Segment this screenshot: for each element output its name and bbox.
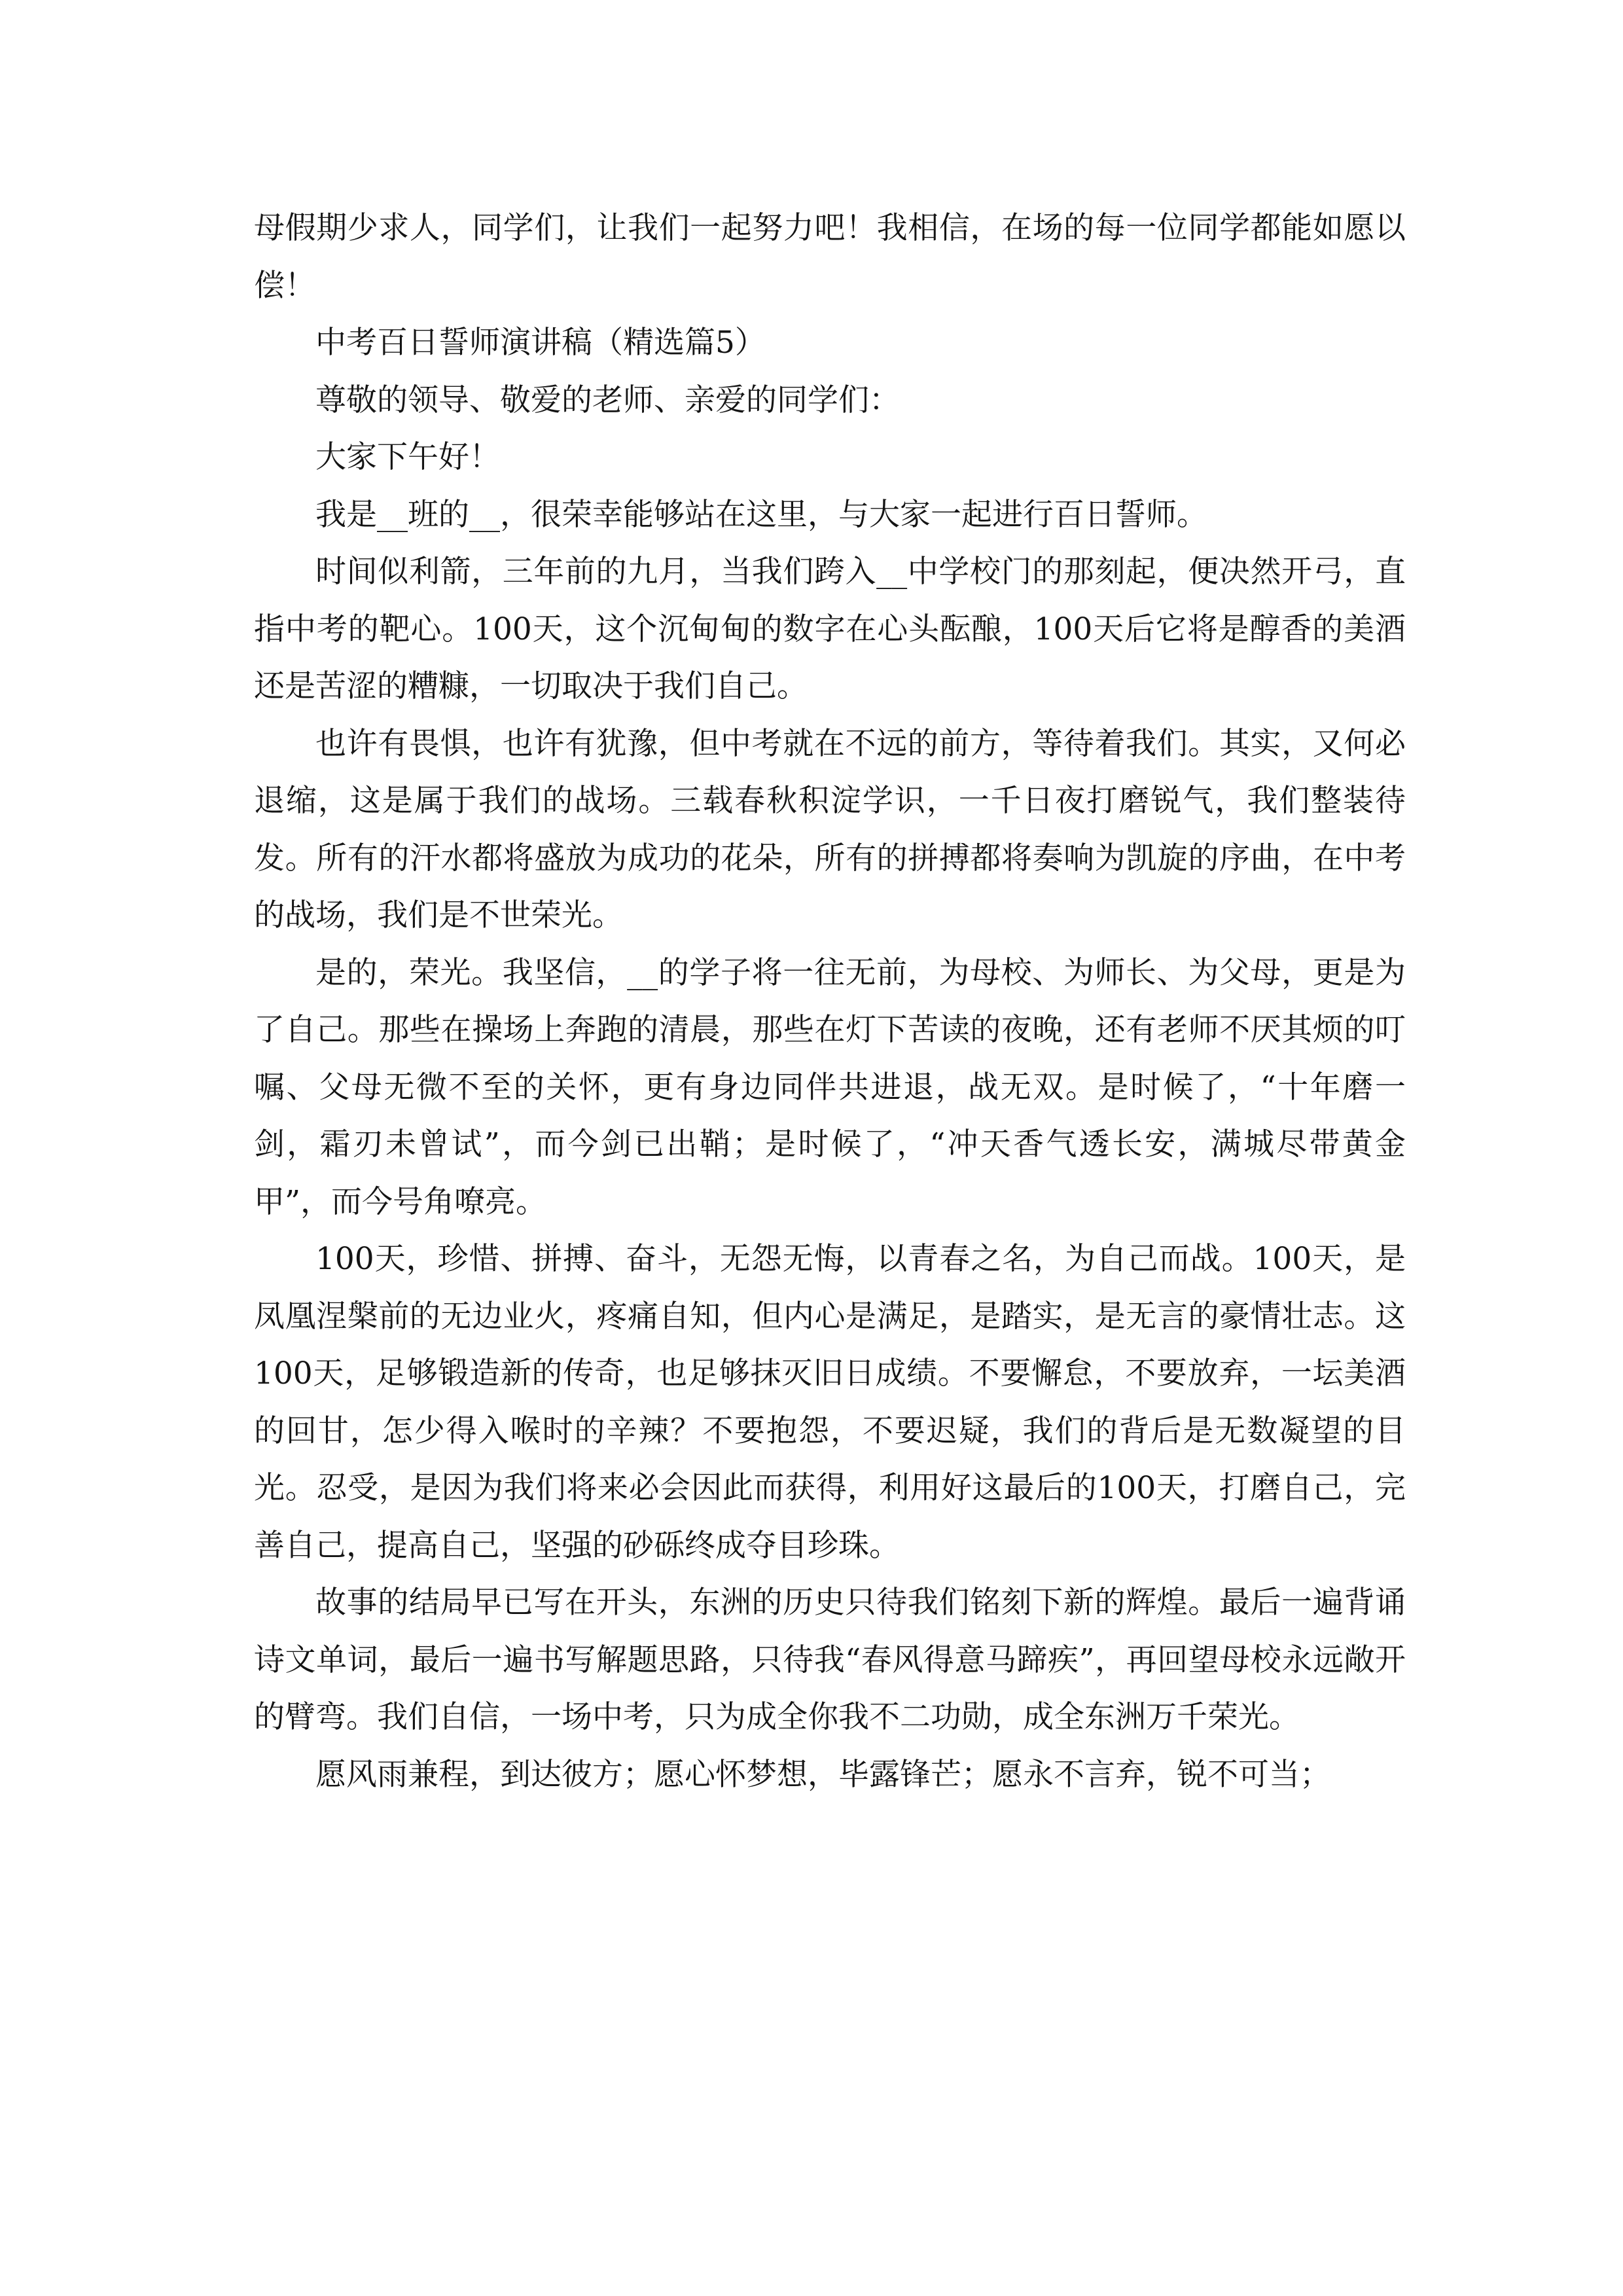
document-body [254, 200, 1406, 1803]
paragraph-continuation: 母假期少求人，同学们，让我们一起努力吧！我相信，在场的每一位同学都能如愿以偿！ [254, 210, 1406, 304]
greeting: 大家下午好！ [315, 439, 500, 475]
paragraph: 故事的结局早已写在开头，东洲的历史只待我们铭刻下新的辉煌。最后一遍背诵诗文单词，最后一遍书写解题思路，只待我“春风得意马蹄疾”，再回望母校永远敞开的臂弯。我们自信，一场中考，只为成全你我不二功勋，成全东洲万千荣光。 [254, 1585, 1406, 1735]
paragraph: 是的，荣光。我坚信，__的学子将一往无前，为母校、为师长、为父母，更是为了自己。那些在操场上奔跑的清晨，那些在灯下苦读的夜晚，还有老师不厌其烦的叮嘱、父母无微不至的关怀，更有身边同伴共进退，战无双。是时候了，“十年磨一剑，霜刃未曾试”，而今剑已出鞘；是时候了，“冲天香气透长安，满城尽带黄金甲”，而今号角嘹亮。 [254, 954, 1406, 1220]
paragraph: 也许有畏惧，也许有犹豫，但中考就在不远的前方，等待着我们。其实，又何必退缩，这是属于我们的战场。三载春秋积淀学识，一千日夜打磨锐气，我们整装待发。所有的汗水都将盛放为成功的花朵，所有的拼搏都将奏响为凯旋的序曲，在中考的战场，我们是不世荣光。 [254, 725, 1406, 933]
salutation: 尊敬的领导、敬爱的老师、亲爱的同学们： [315, 382, 900, 418]
paragraph: 愿风雨兼程，到达彼方；愿心怀梦想，毕露锋芒；愿永不言弃，锐不可当； [315, 1756, 1330, 1793]
paragraph-intro: 我是__班的__，很荣幸能够站在这里，与大家一起进行百日誓师。 [315, 496, 1207, 533]
section-heading: 中考百日誓师演讲稿（精选篇5） [315, 325, 766, 361]
paragraph: 时间似利箭，三年前的九月，当我们跨入__中学校门的那刻起，便决然开弓，直指中考的靶心。100天，这个沉甸甸的数字在心头酝酿，100天后它将是醇香的美酒还是苦涩的糟糠，一切取决于我们自己。 [254, 554, 1406, 704]
paragraph: 100天，珍惜、拼搏、奋斗，无怨无悔，以青春之名，为自己而战。100天，是凤凰涅槃前的无边业火，疼痛自知，但内心是满足，是踏实，是无言的豪情壮志。这100天，足够锻造新的传奇，也足够抹灭旧日成绩。不要懈怠，不要放弃，一坛美酒的回甘，怎少得入喉时的辛辣？不要抱怨，不要迟疑，我们的背后是无数凝望的目光。忍受，是因为我们将来必会因此而获得，利用好这最后的100天，打磨自己，完善自己，提高自己，坚强的砂砾终成夺目珍珠。 [254, 1241, 1406, 1564]
